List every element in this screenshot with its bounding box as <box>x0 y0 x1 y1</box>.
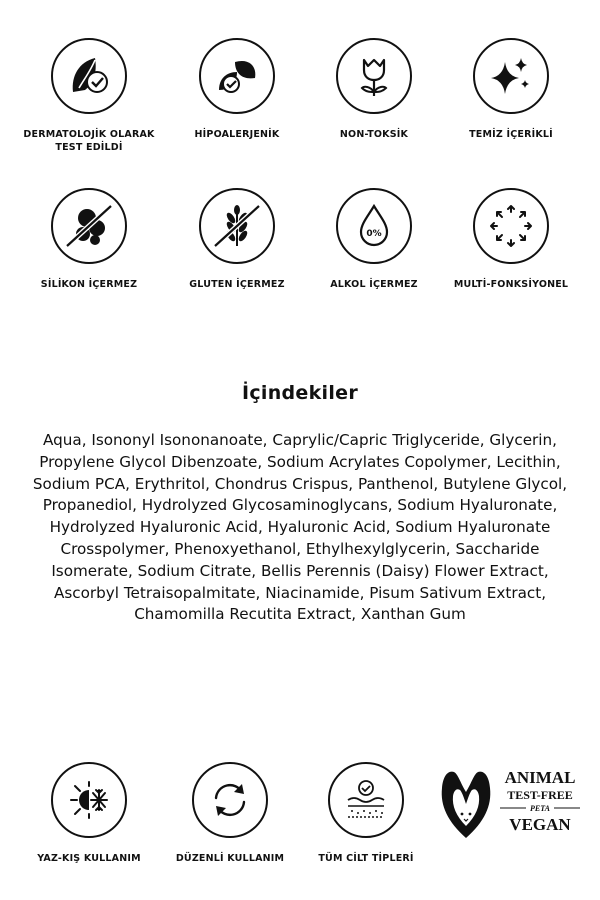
tulip-icon <box>336 38 412 114</box>
ingredients-list: Aqua, Isononyl Isononanoate, Caprylic/Capric Triglyceride, Glycerin, Propylene Glycol Dibenzoate, Sodium Acrylates Copolymer, Lecithin, Sodium PCA, Erythritol, Chondrus Crispus, Panthenol, Butylene Glycol, Propanediol, Hydrolyzed Glycosaminoglycans, Sodium Hyaluronate, Hydrolyzed Hyaluronic Acid, Hyaluronic Acid, Sodium Hyaluronate Crosspolymer, Phenoxyethanol, Ethylhexylglycerin, Saccharide Isomerate, Sodium Citrate, Bellis Perennis (Daisy) Flower Extract, Ascorbyl Tetraisopalmitate, Niacinamide, Pisum Sativum Extract, Chamomilla Recutita Extract, Xanthan Gum <box>32 431 568 624</box>
vegan-line3: PETA <box>529 804 551 813</box>
vegan-line4: VEGAN <box>509 815 571 834</box>
badge-clean-ingredients <box>441 38 581 141</box>
badge-label: DERMATOLOJİK OLARAK TEST EDİLDİ <box>23 129 155 153</box>
badge-all-skin-types <box>296 762 436 865</box>
drop-text: 0% <box>366 229 382 239</box>
section-title: İçindekiler <box>241 382 359 404</box>
badge-label: NON-TOKSİK <box>339 129 409 140</box>
sun-snowflake-icon <box>51 762 127 838</box>
badge-label: DÜZENLİ KULLANIM <box>175 853 285 864</box>
badge-alcohol-free <box>304 188 444 291</box>
badge-regular-use <box>160 762 300 865</box>
badge-label: TÜM CİLT TİPLERİ <box>318 853 414 864</box>
badge-gluten-free <box>167 188 307 291</box>
badge-summer-winter-use <box>19 762 159 865</box>
badge-label: TEMİZ İÇERİKLİ <box>469 129 553 140</box>
sparkle-icon <box>473 38 549 114</box>
badge-multifunctional <box>441 188 581 291</box>
drop-zero-percent-icon <box>336 188 412 264</box>
badge-label: SİLİKON İÇERMEZ <box>40 279 138 290</box>
badge-non-toxic <box>304 38 444 141</box>
vegan-logo <box>438 762 588 842</box>
bunny-heart-icon <box>442 772 491 838</box>
vegan-line2: TEST-FREE <box>507 788 573 802</box>
badge-label: YAZ-KIŞ KULLANIM <box>37 853 141 864</box>
badge-label: ALKOL İÇERMEZ <box>330 279 418 290</box>
cycle-arrows-icon <box>192 762 268 838</box>
badge-hypoallergenic <box>167 38 307 141</box>
multi-arrows-icon <box>473 188 549 264</box>
skin-layers-icon <box>328 762 404 838</box>
badge-label: HİPOALERJENİK <box>194 129 280 140</box>
badge-dermatologically-tested <box>19 38 159 154</box>
vegan-line1: ANIMAL <box>504 768 576 787</box>
leaf-check-icon <box>51 38 127 114</box>
badge-silicone-free <box>19 188 159 291</box>
no-silicone-icon <box>51 188 127 264</box>
leaves-check-icon <box>199 38 275 114</box>
badge-label: GLUTEN İÇERMEZ <box>189 279 285 290</box>
badge-label: MULTİ-FONKSİYONEL <box>453 279 569 290</box>
no-gluten-icon <box>199 188 275 264</box>
